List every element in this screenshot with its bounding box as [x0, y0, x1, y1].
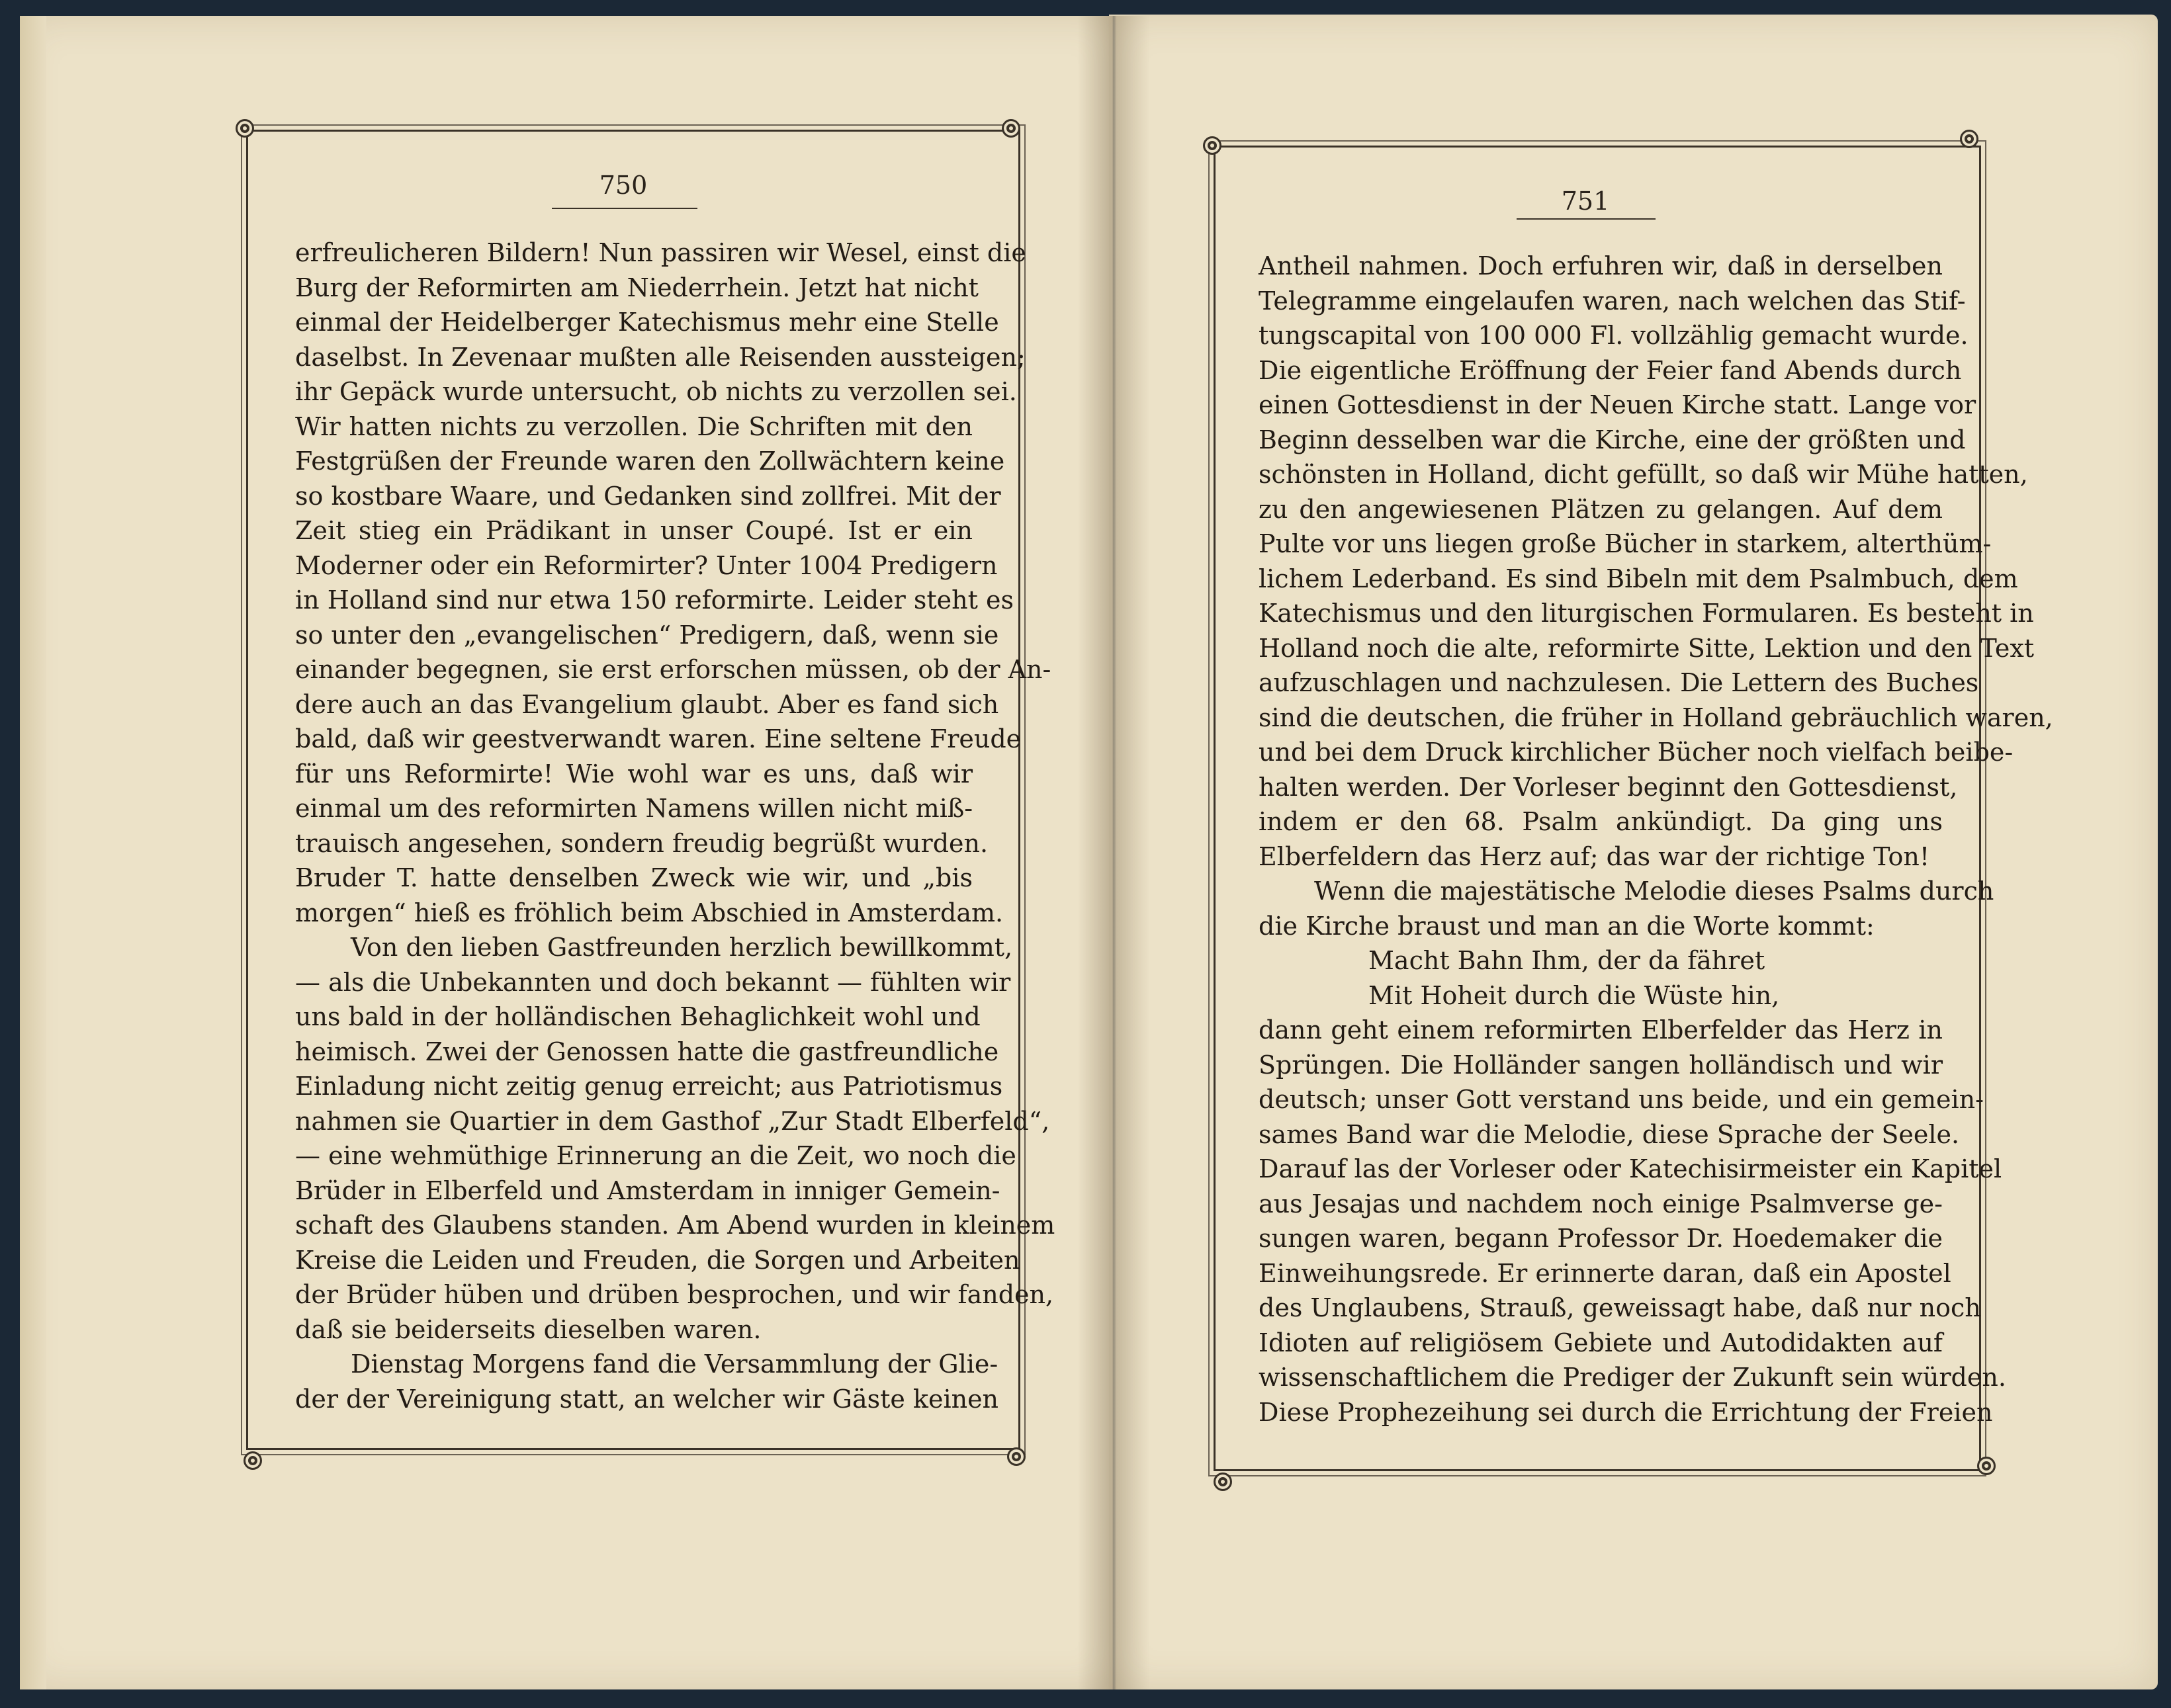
text-line: Macht Bahn Ihm, der da fähret [1368, 946, 1765, 975]
text-line: so kostbare Waare, und Gedanken sind zollfrei. Mit der [295, 481, 1001, 511]
text-line: erfreulicheren Bildern! Nun passiren wir Wesel, einst die [295, 238, 1026, 267]
text-line: Kreise die Leiden und Freuden, die Sorgen und Arbeiten [295, 1245, 1020, 1275]
corner-ornament-icon [1977, 1457, 1996, 1475]
text-line: Festgrüßen der Freunde waren den Zollwächtern keine [295, 447, 1005, 476]
text-line: aus Jesajas und nachdem noch einige Psalmverse ge- [1259, 1189, 1943, 1218]
text-line: zu den angewiesenen Plätzen zu gelangen. Auf dem [1259, 494, 1943, 524]
text-line: Die eigentliche Eröffnung der Feier fand Abends durch [1259, 355, 1962, 385]
text-line: einmal der Heidelberger Katechismus mehr eine Stelle [295, 308, 999, 337]
text-line: einmal um des reformirten Namens willen nicht miß- [295, 794, 973, 823]
text-line: wissenschaftlichem die Prediger der Zukunft sein würden. [1259, 1363, 2006, 1392]
text-line: Beginn desselben war die Kirche, eine der größten und [1259, 425, 1966, 454]
text-line: Einweihungsrede. Er erinnerte daran, daß ein Apostel [1259, 1258, 1951, 1288]
text-line: einen Gottesdienst in der Neuen Kirche statt. Lange vor [1259, 390, 1976, 419]
text-line: für uns Reformirte! Wie wohl war es uns, daß wir [295, 759, 973, 789]
left-page-number: 750 [599, 171, 648, 200]
text-line: indem er den 68. Psalm ankündigt. Da ging uns [1259, 807, 1943, 836]
text-line: dere auch an das Evangelium glaubt. Aber es fand sich [295, 689, 999, 719]
text-line: deutsch; unser Gott verstand uns beide, und ein gemein- [1259, 1085, 1984, 1114]
corner-ornament-icon [1960, 130, 1978, 148]
text-line: in Holland sind nur etwa 150 reformirte. Leider steht es [295, 585, 1014, 615]
text-line: Sprüngen. Die Holländer sangen holländisch und wir [1259, 1050, 1943, 1080]
text-line: Zeit stieg ein Prädikant in unser Coupé. Ist er ein [295, 516, 973, 545]
text-line: Burg der Reformirten am Niederrhein. Jetzt hat nicht [295, 273, 979, 302]
text-line: uns bald in der holländischen Behaglichkeit wohl und [295, 1002, 981, 1031]
text-line: daß sie beiderseits dieselben waren. [295, 1314, 762, 1344]
text-line: Von den lieben Gastfreunden herzlich bewillkommt, [351, 933, 1013, 962]
text-line: ihr Gepäck wurde untersucht, ob nichts zu verzollen sei. [295, 377, 1017, 406]
text-line: Katechismus und den liturgischen Formularen. Es besteht in [1259, 599, 2034, 628]
text-line: Diese Prophezeihung sei durch die Errichtung der Freien [1259, 1397, 1993, 1427]
text-line: — als die Unbekannten und doch bekannt — fühlten wir [295, 967, 1011, 997]
text-line: Antheil nahmen. Doch erfuhren wir, daß in derselben [1259, 251, 1943, 280]
text-line: des Unglaubens, Strauß, geweissagt habe, daß nur noch [1259, 1293, 1981, 1322]
text-line: einander begegnen, sie erst erforschen müssen, ob der An- [295, 655, 1051, 684]
text-line: trauisch angesehen, sondern freudig begrüßt wurden. [295, 828, 989, 858]
text-line: Telegramme eingelaufen waren, nach welchen das Stif- [1259, 286, 1966, 316]
text-line: Pulte vor uns liegen große Bücher in starkem, alterthüm- [1259, 529, 1992, 558]
corner-ornament-icon [1214, 1473, 1232, 1491]
text-line: dann geht einem reformirten Elberfelder das Herz in [1259, 1015, 1943, 1045]
text-line: schönsten in Holland, dicht gefüllt, so daß wir Mühe hatten, [1259, 460, 2028, 489]
text-line: der Brüder hüben und drüben besprochen, und wir fanden, [295, 1280, 1054, 1309]
right-page-text [1259, 249, 2053, 1430]
text-line: Darauf las der Vorleser oder Katechisirmeister ein Kapitel [1259, 1154, 2002, 1183]
text-line: Wenn die majestätische Melodie dieses Psalms durch [1314, 876, 1994, 906]
text-line: lichem Lederband. Es sind Bibeln mit dem Psalmbuch, dem [1259, 564, 2018, 593]
text-line: bald, daß wir geestverwandt waren. Eine seltene Freude [295, 724, 1022, 753]
text-line: und bei dem Druck kirchlicher Bücher noch vielfach beibe- [1259, 738, 2014, 767]
text-line: der der Vereinigung statt, an welcher wir Gäste keinen [295, 1384, 999, 1414]
text-line: Wir hatten nichts zu verzollen. Die Schriften mit den [295, 411, 973, 441]
text-line: aufzuschlagen und nachzulesen. Die Lettern des Buches [1259, 668, 1979, 697]
text-line: Holland noch die alte, reformirte Sitte, Lektion und den Text [1259, 633, 2035, 663]
corner-ornament-icon [236, 119, 254, 138]
text-line: heimisch. Zwei der Genossen hatte die gastfreundliche [295, 1037, 999, 1066]
text-line: sames Band war die Melodie, diese Sprache der Seele. [1259, 1119, 1960, 1149]
text-line: Bruder T. hatte denselben Zweck wie wir, und „bis [295, 863, 973, 892]
corner-ornament-icon [1203, 136, 1221, 155]
corner-ornament-icon [244, 1451, 262, 1470]
right-page-number: 751 [1561, 187, 1610, 216]
text-line: Dienstag Morgens fand die Versammlung der Glie- [351, 1349, 998, 1379]
page-edge-stack [20, 16, 46, 1689]
page-number-rule [552, 208, 697, 209]
text-line: halten werden. Der Vorleser beginnt den Gottesdienst, [1259, 772, 1958, 802]
page-number-rule [1517, 218, 1656, 220]
text-line: Moderner oder ein Reformirter? Unter 1004 Predigern [295, 550, 998, 580]
text-line: sind die deutschen, die früher in Holland gebräuchlich waren, [1259, 703, 2053, 732]
text-line: so unter den „evangelischen“ Predigern, daß, wenn sie [295, 620, 999, 650]
text-line: nahmen sie Quartier in dem Gasthof „Zur Stadt Elberfeld“, [295, 1106, 1050, 1136]
text-line: tungscapital von 100 000 Fl. vollzählig gemacht wurde. [1259, 321, 1969, 350]
text-line: Elberfeldern das Herz auf; das war der richtige Ton! [1259, 841, 1930, 871]
text-line: Einladung nicht zeitig genug erreicht; aus Patriotismus [295, 1072, 1003, 1101]
left-page-text [295, 235, 1055, 1416]
text-line: die Kirche braust und man an die Worte kommt: [1259, 911, 1875, 941]
book-gutter [1077, 16, 1150, 1689]
text-line: Mit Hoheit durch die Wüste hin, [1368, 980, 1780, 1010]
text-line: Brüder in Elberfeld und Amsterdam in inniger Gemein- [295, 1175, 1000, 1205]
text-line: — eine wehmüthige Erinnerung an die Zeit, wo noch die [295, 1141, 1016, 1170]
text-line: daselbst. In Zevenaar mußten alle Reisenden aussteigen; [295, 342, 1026, 372]
text-line: morgen“ hieß es fröhlich beim Abschied in Amsterdam. [295, 898, 1004, 927]
text-line: schaft des Glaubens standen. Am Abend wurden in kleinem [295, 1211, 1055, 1240]
corner-ornament-icon [1002, 119, 1020, 138]
text-line: Idioten auf religiösem Gebiete und Autodidakten auf [1259, 1328, 1943, 1357]
corner-ornament-icon [1007, 1447, 1026, 1466]
text-line: sungen waren, begann Professor Dr. Hoedemaker die [1259, 1224, 1943, 1253]
